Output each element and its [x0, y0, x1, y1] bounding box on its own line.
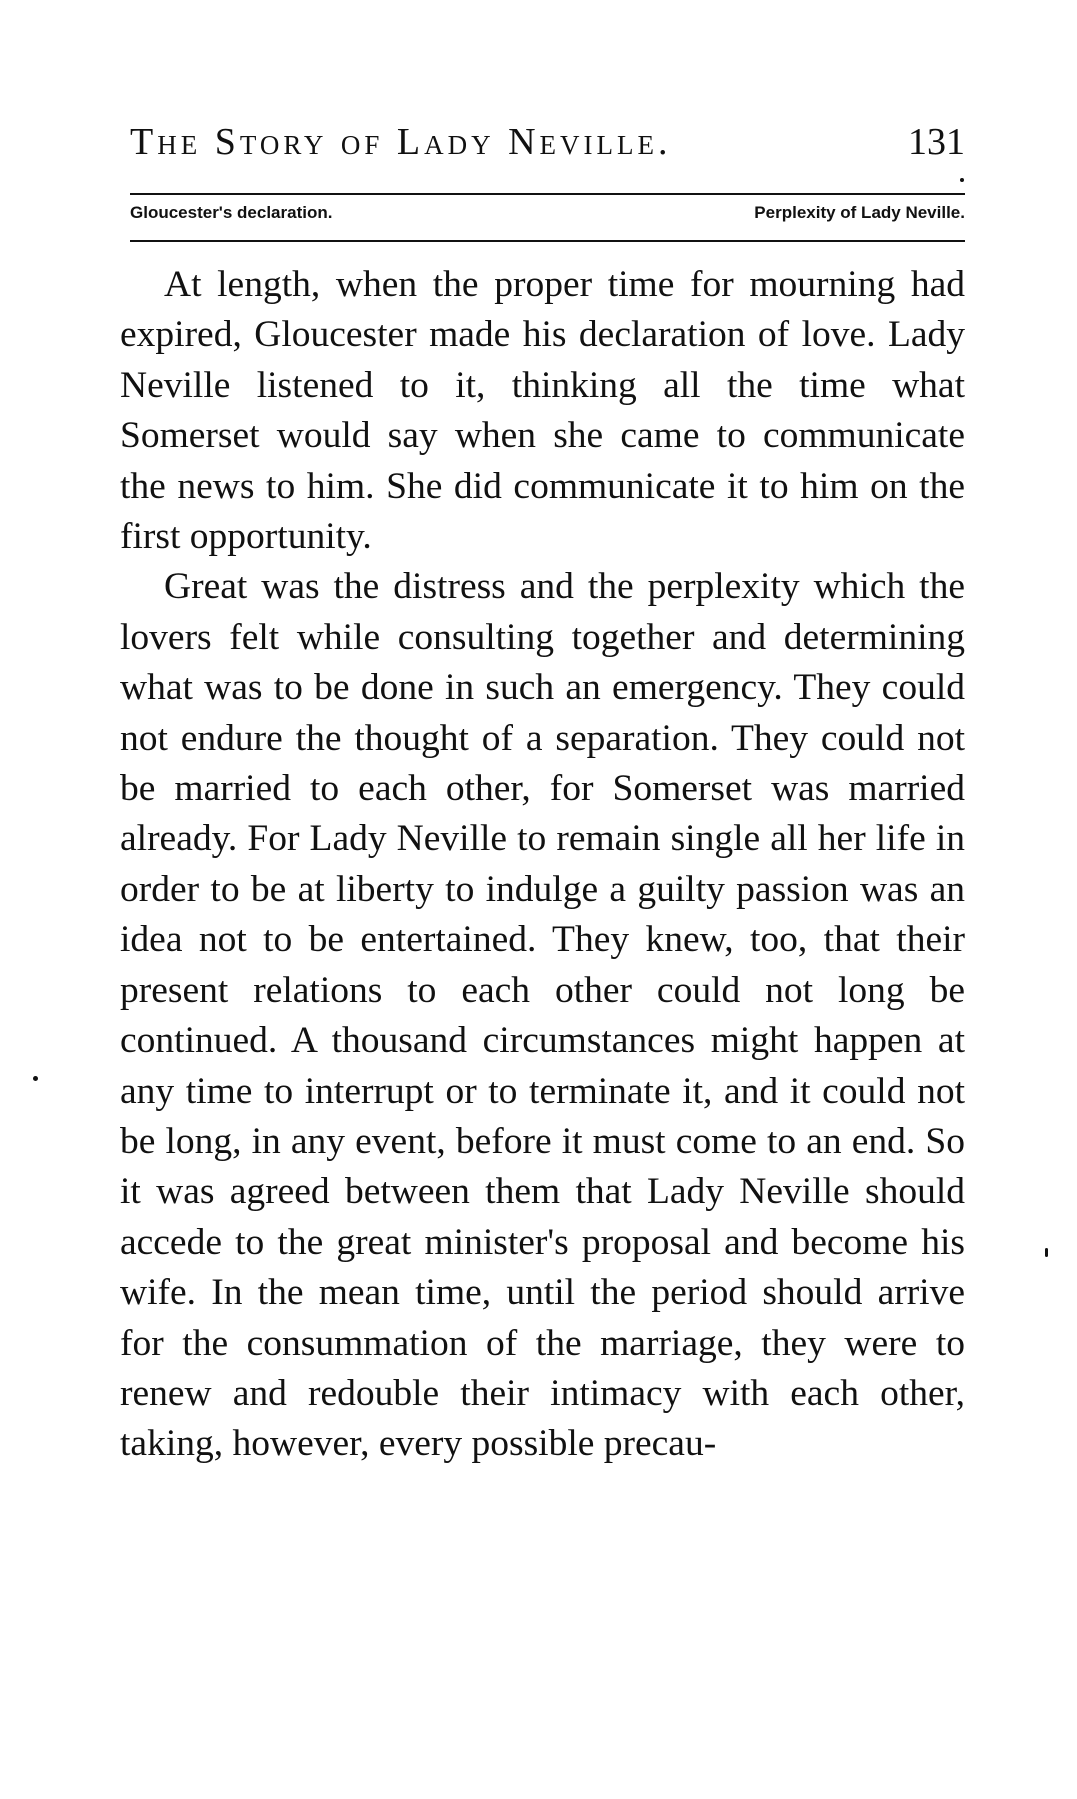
sidenote-right: Perplexity of Lady Neville.: [754, 203, 965, 222]
paragraph: At length, when the proper time for mourning had expired, Gloucester made his declaration of love. Lady Neville listened to it, thinking all the time what Somerset would say when she came to communicate the news to him. She did communicate it to him on the first opportunity.: [120, 264, 965, 558]
print-speck: [1045, 1248, 1048, 1257]
running-head: [130, 120, 965, 164]
sidenote-left: Gloucester's declaration.: [130, 203, 333, 222]
sidenote-bar: [130, 203, 965, 223]
page-number: 131: [908, 121, 965, 163]
print-speck: [33, 1076, 38, 1081]
header-rule-top: [130, 193, 965, 195]
header-rule-bottom: [130, 240, 965, 242]
paragraph: Great was the distress and the perplexity which the lovers felt while consulting together and determining what was to be done in such an emergency. They could not endure the thought of a separation. They could not be married to each other, for Somerset was married already. For Lady Neville to remain single all her life in order to be at liberty to indulge a guilty passion was an idea not to be entertained. They knew, too, that their present relations to each other could not long be continued. A thousand circumstances might happen at any time to interrupt or to terminate it, and it could not be long, in any event, before it must come to an end. So it was agreed between them that Lady Neville should accede to the great minister's proposal and become his wife. In the mean time, until the period should arrive for the consummation of the marriage, they were to renew and redouble their intimacy with each other, taking, however, every possible precau-: [120, 566, 965, 1465]
print-speck: [960, 178, 964, 182]
body-text: [120, 260, 965, 1470]
running-title: The Story of Lady Neville.: [130, 121, 672, 163]
